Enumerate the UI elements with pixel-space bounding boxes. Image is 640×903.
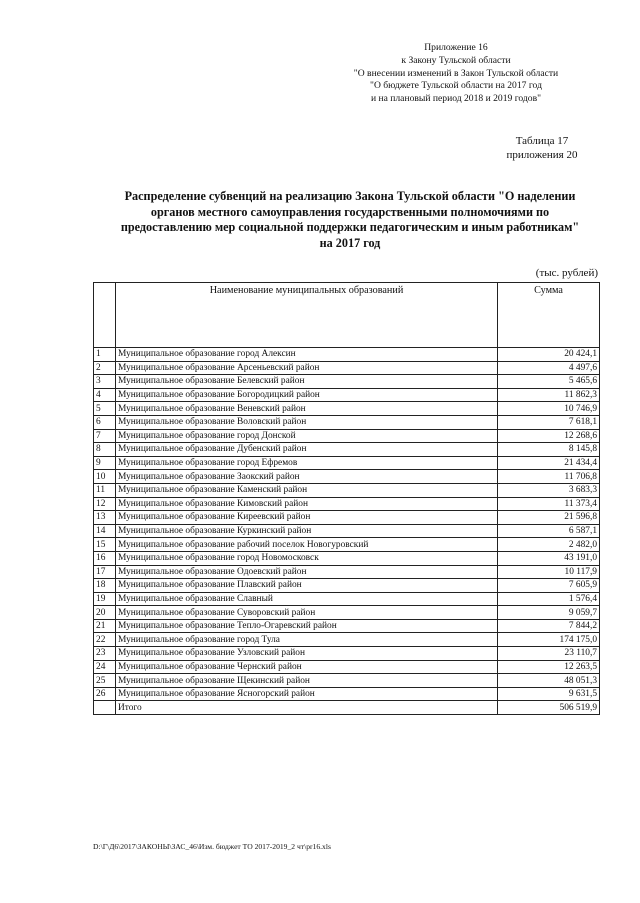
table-row bbox=[94, 660, 600, 674]
row-sum-cell: 6 587,1 bbox=[498, 524, 600, 538]
table-row bbox=[94, 497, 600, 511]
table-row bbox=[94, 415, 600, 429]
row-num-cell: 7 bbox=[94, 429, 116, 443]
row-num-cell: 12 bbox=[94, 497, 116, 511]
title-line-2: органов местного самоуправления государственными полномочиями по bbox=[150, 204, 550, 219]
table-row bbox=[94, 592, 600, 606]
row-name-cell: Муниципальное образование Тепло-Огаревский район bbox=[116, 619, 498, 633]
appendix-line-1: Приложение 16 bbox=[424, 42, 488, 53]
header-sum-cell: Сумма bbox=[498, 283, 600, 348]
row-name-cell: Муниципальное образование Одоевский район bbox=[116, 565, 498, 579]
table-row bbox=[94, 443, 600, 457]
total-row bbox=[94, 701, 600, 715]
row-name-cell: Муниципальное образование Белевский район bbox=[116, 375, 498, 389]
row-sum-cell: 12 268,6 bbox=[498, 429, 600, 443]
row-num-cell: 13 bbox=[94, 511, 116, 525]
row-name-cell: Муниципальное образование Богородицкий район bbox=[116, 388, 498, 402]
row-sum-cell: 9 631,5 bbox=[498, 687, 600, 701]
row-sum-cell: 7 605,9 bbox=[498, 579, 600, 593]
row-sum-cell: 10 746,9 bbox=[498, 402, 600, 416]
row-sum-cell: 3 683,3 bbox=[498, 483, 600, 497]
title-line-1: Распределение субвенций на реализацию Закона Тульской области "О наделении bbox=[124, 189, 576, 203]
header-num-cell bbox=[94, 283, 116, 348]
row-num-cell: 21 bbox=[94, 619, 116, 633]
row-name-cell: Муниципальное образование Куркинский район bbox=[116, 524, 498, 538]
table-row bbox=[94, 361, 600, 375]
appendix-line-5: и на плановый период 2018 и 2019 годов" bbox=[370, 93, 542, 105]
row-name-cell: Муниципальное образование Дубенский район bbox=[116, 443, 498, 457]
row-num-cell: 17 bbox=[94, 565, 116, 579]
header-name-cell: Наименование муниципальных образований bbox=[116, 283, 498, 348]
table-ref-line-2: приложения 20 bbox=[506, 149, 578, 161]
row-num-cell: 20 bbox=[94, 606, 116, 620]
title-line-3: предоставлению мер социальной поддержки педагогическим и иным работникам" bbox=[120, 220, 580, 234]
row-sum-cell: 8 145,8 bbox=[498, 443, 600, 457]
row-sum-cell: 174 175,0 bbox=[498, 633, 600, 647]
table-row bbox=[94, 429, 600, 443]
row-num-cell: 18 bbox=[94, 579, 116, 593]
row-num-cell: 22 bbox=[94, 633, 116, 647]
total-label-cell: Итого bbox=[116, 701, 498, 715]
row-num-cell: 6 bbox=[94, 415, 116, 429]
row-num-cell: 11 bbox=[94, 483, 116, 497]
row-name-cell: Муниципальное образование Киреевский район bbox=[116, 511, 498, 525]
row-num-cell: 1 bbox=[94, 348, 116, 362]
row-name-cell: Муниципальное образование Арсеньевский район bbox=[116, 361, 498, 375]
table-row bbox=[94, 674, 600, 688]
row-num-cell: 16 bbox=[94, 551, 116, 565]
row-sum-cell: 11 706,8 bbox=[498, 470, 600, 484]
row-name-cell: Муниципальное образование город Тула bbox=[116, 633, 498, 647]
row-name-cell: Муниципальное образование Плавский район bbox=[116, 579, 498, 593]
row-num-cell: 14 bbox=[94, 524, 116, 538]
row-sum-cell: 43 191,0 bbox=[498, 551, 600, 565]
table-reference bbox=[492, 134, 592, 162]
title-line-4: на 2017 год bbox=[319, 235, 381, 250]
table-row bbox=[94, 402, 600, 416]
table-row bbox=[94, 483, 600, 497]
row-sum-cell: 1 576,4 bbox=[498, 592, 600, 606]
document-title bbox=[92, 189, 608, 251]
table-row bbox=[94, 375, 600, 389]
table-row bbox=[94, 524, 600, 538]
row-name-cell: Муниципальное образование Суворовский район bbox=[116, 606, 498, 620]
table-row bbox=[94, 579, 600, 593]
table-row bbox=[94, 551, 600, 565]
appendix-line-2: к Закону Тульской области bbox=[401, 54, 511, 66]
appendix-header bbox=[316, 42, 596, 106]
total-sum-cell: 506 519,9 bbox=[498, 701, 600, 715]
table-row bbox=[94, 388, 600, 402]
row-num-cell: 5 bbox=[94, 402, 116, 416]
row-sum-cell: 11 862,3 bbox=[498, 388, 600, 402]
row-num-cell: 4 bbox=[94, 388, 116, 402]
row-num-cell: 10 bbox=[94, 470, 116, 484]
row-sum-cell: 21 596,8 bbox=[498, 511, 600, 525]
row-sum-cell: 9 059,7 bbox=[498, 606, 600, 620]
row-name-cell: Муниципальное образование Узловский район bbox=[116, 647, 498, 661]
table-row bbox=[94, 538, 600, 552]
table-row bbox=[94, 456, 600, 470]
row-sum-cell: 48 051,3 bbox=[498, 674, 600, 688]
table-row bbox=[94, 687, 600, 701]
row-sum-cell: 4 497,6 bbox=[498, 361, 600, 375]
row-num-cell: 19 bbox=[94, 592, 116, 606]
row-name-cell: Муниципальное образование Чернский район bbox=[116, 660, 498, 674]
row-name-cell: Муниципальное образование Щекинский район bbox=[116, 674, 498, 688]
appendix-line-3: "О внесении изменений в Закон Тульской области bbox=[353, 67, 559, 79]
row-sum-cell: 23 110,7 bbox=[498, 647, 600, 661]
row-name-cell: Муниципальное образование Веневский район bbox=[116, 402, 498, 416]
row-num-cell: 25 bbox=[94, 674, 116, 688]
file-path-footer: D:\Г\Д6\2017\ЗАКОНЫ\ЗАС_46\Изм. бюджет ТО 2017-2019_2 чт\pr16.xls bbox=[93, 842, 331, 851]
total-num-cell bbox=[94, 701, 116, 715]
row-sum-cell: 20 424,1 bbox=[498, 348, 600, 362]
row-name-cell: Муниципальное образование Кимовский район bbox=[116, 497, 498, 511]
table-row bbox=[94, 511, 600, 525]
row-num-cell: 15 bbox=[94, 538, 116, 552]
table-row bbox=[94, 606, 600, 620]
row-num-cell: 24 bbox=[94, 660, 116, 674]
appendix-line-4: "О бюджете Тульской области на 2017 год bbox=[370, 80, 542, 92]
row-name-cell: Муниципальное образование Ясногорский район bbox=[116, 687, 498, 701]
units-label: (тыс. рублей) bbox=[535, 267, 598, 279]
row-sum-cell: 7 844,2 bbox=[498, 619, 600, 633]
row-sum-cell: 5 465,6 bbox=[498, 375, 600, 389]
table-row bbox=[94, 348, 600, 362]
table-row bbox=[94, 633, 600, 647]
row-name-cell: Муниципальное образование рабочий поселок Новогуровский bbox=[116, 538, 498, 552]
row-name-cell: Муниципальное образование город Новомосковск bbox=[116, 551, 498, 565]
row-name-cell: Муниципальное образование Заокский район bbox=[116, 470, 498, 484]
row-name-cell: Муниципальное образование город Донской bbox=[116, 429, 498, 443]
row-name-cell: Муниципальное образование город Ефремов bbox=[116, 456, 498, 470]
row-num-cell: 3 bbox=[94, 375, 116, 389]
table-body bbox=[94, 348, 600, 701]
row-num-cell: 23 bbox=[94, 647, 116, 661]
row-num-cell: 9 bbox=[94, 456, 116, 470]
row-sum-cell: 10 117,9 bbox=[498, 565, 600, 579]
table-row bbox=[94, 619, 600, 633]
subsidy-table bbox=[93, 282, 600, 715]
table-header-row bbox=[94, 283, 600, 348]
row-name-cell: Муниципальное образование Воловский район bbox=[116, 415, 498, 429]
row-num-cell: 8 bbox=[94, 443, 116, 457]
row-sum-cell: 21 434,4 bbox=[498, 456, 600, 470]
table-row bbox=[94, 470, 600, 484]
row-name-cell: Муниципальное образование Каменский район bbox=[116, 483, 498, 497]
row-sum-cell: 7 618,1 bbox=[498, 415, 600, 429]
row-name-cell: Муниципальное образование Славный bbox=[116, 592, 498, 606]
row-sum-cell: 2 482,0 bbox=[498, 538, 600, 552]
table-row bbox=[94, 565, 600, 579]
row-num-cell: 26 bbox=[94, 687, 116, 701]
row-sum-cell: 12 263,5 bbox=[498, 660, 600, 674]
table-ref-line-1: Таблица 17 bbox=[515, 135, 569, 147]
table-row bbox=[94, 647, 600, 661]
row-name-cell: Муниципальное образование город Алексин bbox=[116, 348, 498, 362]
row-sum-cell: 11 373,4 bbox=[498, 497, 600, 511]
row-num-cell: 2 bbox=[94, 361, 116, 375]
